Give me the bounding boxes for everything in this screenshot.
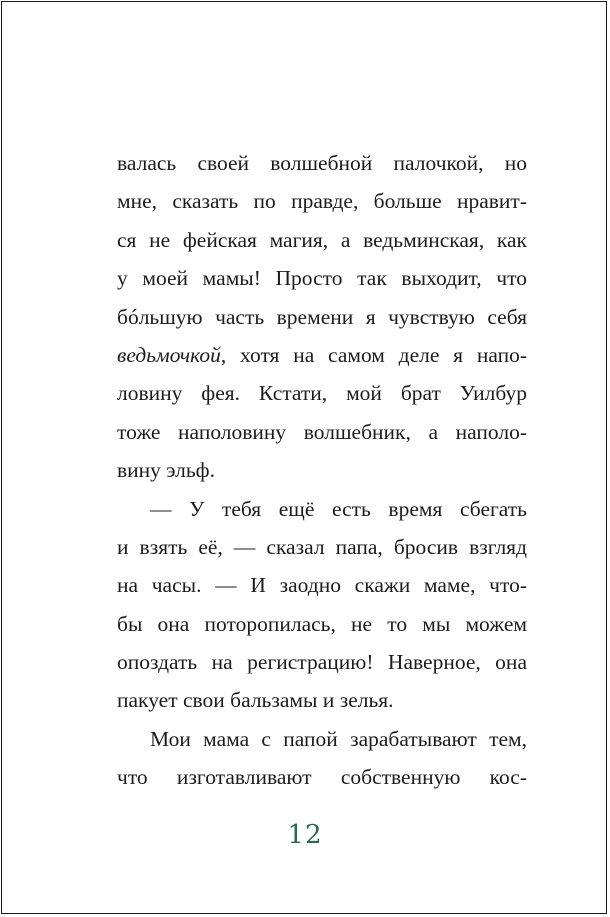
text-line: валась своей волшебной палочкой, но [117,151,527,175]
page-text [117,144,527,797]
text-line: — У тебя ещё есть время сбегать [150,496,527,521]
italic-word: ведьмочкой [117,342,221,367]
text-line: пакует свои бальзамы и зелья. [117,688,394,713]
text-line: опоздать на регистрацию! Наверное, она [117,650,527,675]
text-line: что изготавливают собственную кос- [117,765,527,790]
text-line: у моей мамы! Просто так выходит, что [117,266,527,291]
text-line: мне, сказать по правде, больше нравит- [117,189,527,214]
text-line: Мои мама с папой зарабатывают тем, [150,726,527,751]
text-line: бы она поторопилась, не то мы можем [117,611,527,636]
text-line: на часы. — И заодно скажи маме, что- [117,573,527,598]
text-line: вину эльф. [117,458,215,483]
text-line: ловину фея. Кстати, мой брат Уилбур [117,381,527,406]
text-line: бóльшую часть времени я чувствую себя [117,304,527,329]
text-line: и взять её, — сказал папа, бросив взгляд [117,534,527,559]
page-number: 12 [287,820,323,850]
text-line: тоже наполовину волшебник, а наполо- [117,419,527,444]
text-fragment: , хотя на самом деле я напо- [220,342,527,367]
text-line: ся не фейская магия, а ведьминская, как [117,227,527,252]
text-line [117,336,527,374]
book-page [1,1,607,914]
